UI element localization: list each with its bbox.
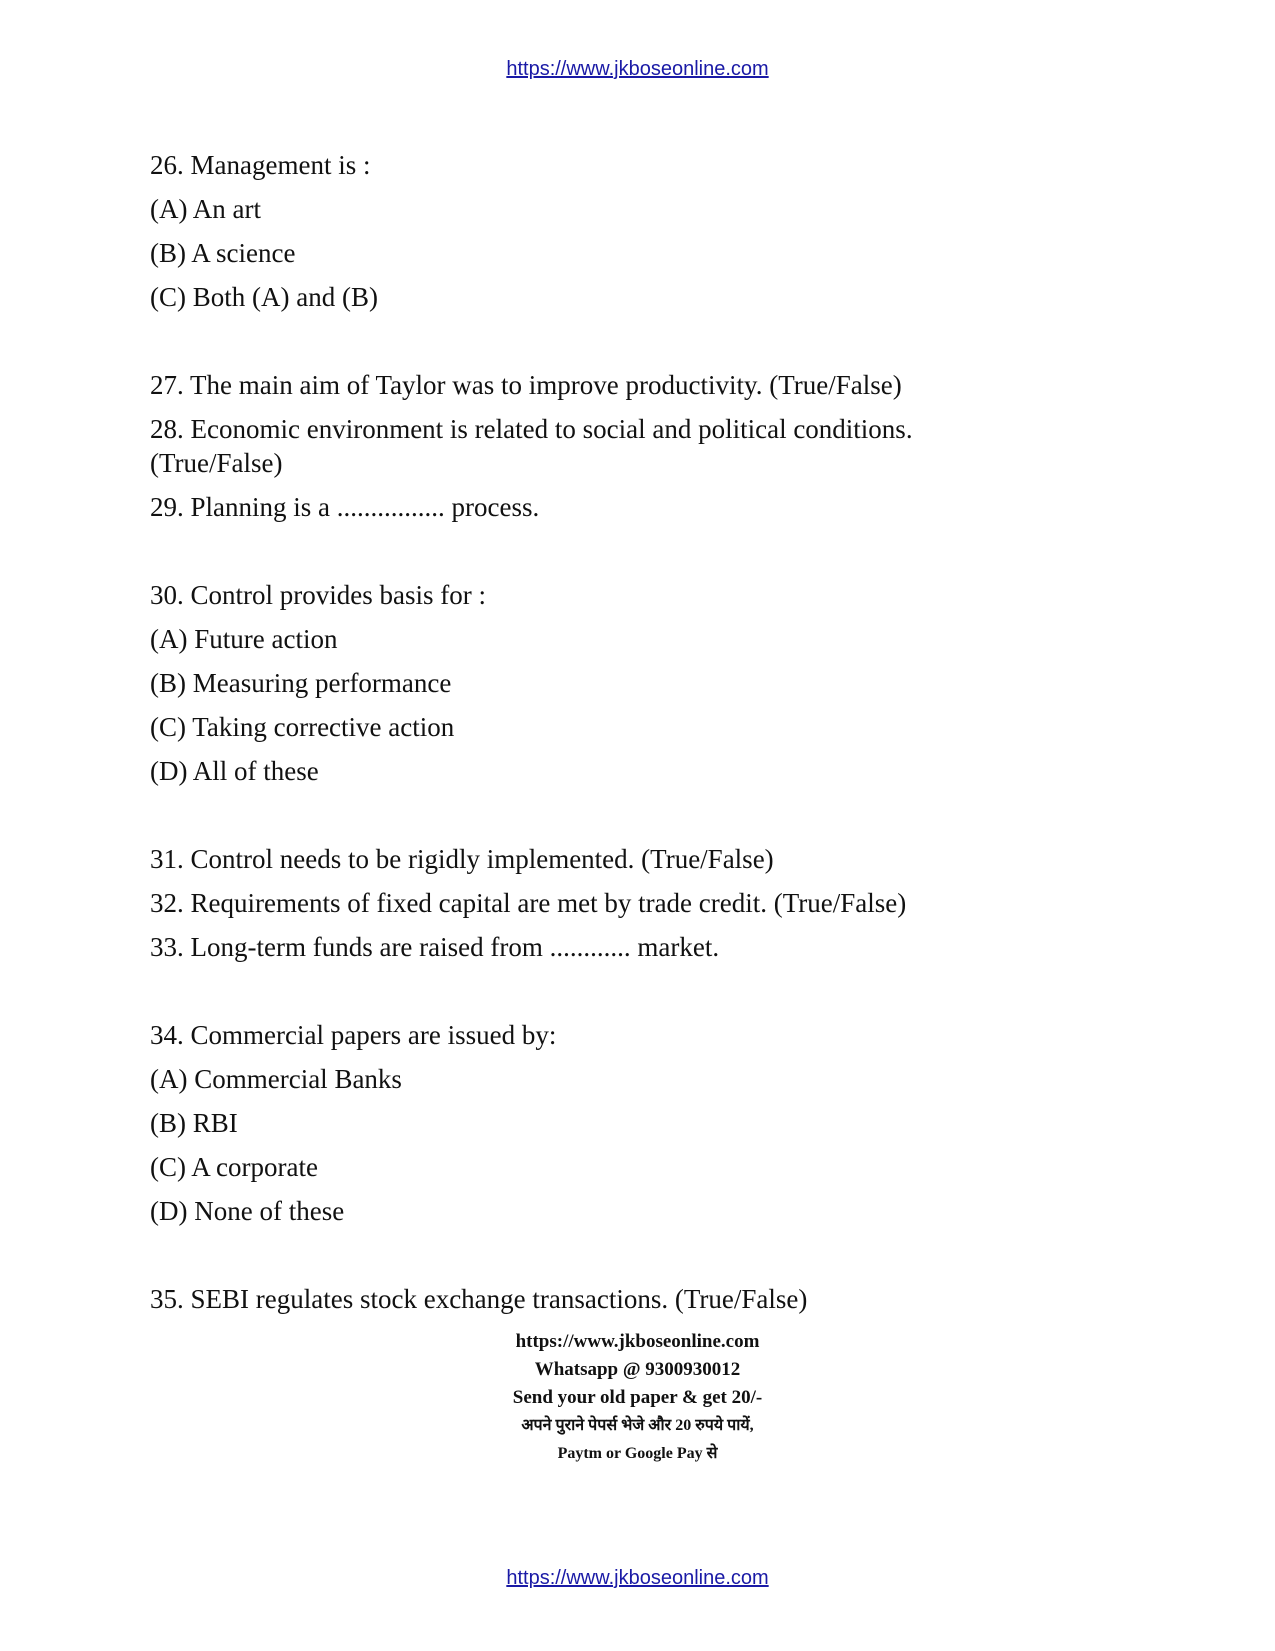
header-website-link[interactable]: https://www.jkboseonline.com [506, 58, 769, 80]
question-34-option-d: (D) None of these [150, 1196, 345, 1226]
question-30-option-c: (C) Taking corrective action [150, 712, 455, 742]
question-29: 29. Planning is a ................ process. [150, 492, 540, 522]
question-30-option-b: (B) Measuring performance [150, 668, 452, 698]
question-28-line-2: (True/False) [150, 448, 283, 478]
question-33: 33. Long-term funds are raised from ............ market. [150, 932, 720, 962]
question-list [150, 148, 1150, 1326]
question-34-option-b: (B) RBI [150, 1108, 238, 1138]
question-30-option-d: (D) All of these [150, 756, 319, 786]
question-34-option-c: (C) A corporate [150, 1152, 318, 1182]
question-30-stem: 30. Control provides basis for : [150, 580, 486, 610]
promo-payment: Paytm or Google Pay से [557, 1445, 718, 1462]
question-26-option-a: (A) An art [150, 194, 261, 224]
question-32: 32. Requirements of fixed capital are met by trade credit. (True/False) [150, 888, 907, 918]
spacer [150, 1238, 1150, 1282]
spacer [150, 324, 1150, 368]
question-34-stem: 34. Commercial papers are issued by: [150, 1020, 557, 1050]
question-34-option-a: (A) Commercial Banks [150, 1064, 402, 1094]
question-27: 27. The main aim of Taylor was to improve productivity. (True/False) [150, 370, 902, 400]
promo-hindi-offer: अपने पुराने पेपर्स भेजे और 20 रुपये पायें, [521, 1417, 754, 1434]
promo-offer: Send your old paper & get 20/- [512, 1387, 763, 1408]
question-26-option-b: (B) A science [150, 238, 296, 268]
spacer [150, 534, 1150, 578]
question-35: 35. SEBI regulates stock exchange transactions. (True/False) [150, 1284, 808, 1314]
question-31: 31. Control needs to be rigidly implemented. (True/False) [150, 844, 774, 874]
question-30-option-a: (A) Future action [150, 624, 338, 654]
question-28-line-1: 28. Economic environment is related to social and political conditions. [150, 414, 913, 444]
spacer [150, 974, 1150, 1018]
spacer [150, 798, 1150, 842]
question-26-option-c: (C) Both (A) and (B) [150, 282, 378, 312]
promo-block [0, 1328, 1275, 1468]
promo-url: https://www.jkboseonline.com [515, 1331, 760, 1352]
footer-website-link[interactable]: https://www.jkboseonline.com [506, 1567, 769, 1589]
question-26-stem: 26. Management is : [150, 150, 371, 180]
promo-whatsapp: Whatsapp @ 9300930012 [534, 1359, 741, 1380]
